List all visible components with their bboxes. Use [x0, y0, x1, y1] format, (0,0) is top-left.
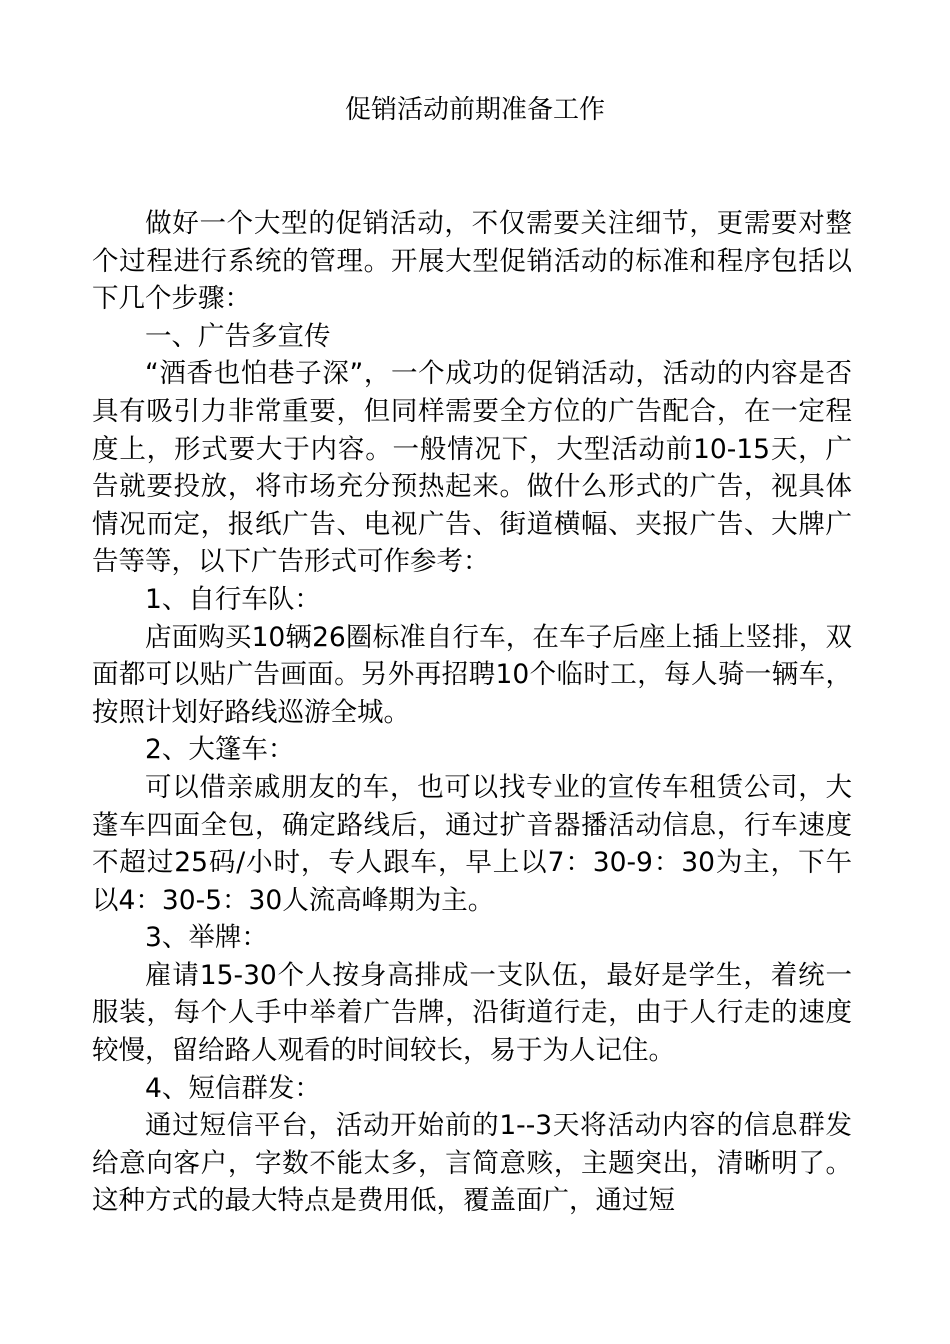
- item-heading-sign-holding: 3、举牌：: [145, 922, 268, 954]
- document-body: [92, 205, 852, 1220]
- caravan-paragraph: 可以借亲戚朋友的车，也可以找专业的宣传车租赁公司，大蓬车四面全包，确定路线后，通过扩音器播活动信息，行车速度不超过25码/小时，专人跟车，早上以7：30-9：30为主，下午以4：30-5：30人流高峰期为主。: [92, 771, 852, 916]
- intro-paragraph: 做好一个大型的促销活动，不仅需要关注细节，更需要对整个过程进行系统的管理。开展大型促销活动的标准和程序包括以下几个步骤：: [92, 208, 852, 315]
- advertising-paragraph: “酒香也怕巷子深”，一个成功的促销活动，活动的内容是否具有吸引力非常重要，但同样需要全方位的广告配合，在一定程度上，形式要大于内容。一般情况下，大型活动前10-15天，广告就要投放，将市场充分预热起来。做什么形式的广告，视具体情况而定，报纸广告、电视广告、街道横幅、夹报广告、大牌广告等等，以下广告形式可作参考：: [92, 358, 852, 578]
- item-heading-sms: 4、短信群发：: [145, 1072, 321, 1104]
- sign-holding-paragraph: 雇请15-30个人按身高排成一支队伍，最好是学生，着统一服装，每个人手中举着广告牌，沿街道行走，由于人行走的速度较慢，留给路人观看的时间较长，易于为人记住。: [92, 959, 852, 1067]
- item-heading-caravan: 2、大篷车：: [145, 734, 295, 766]
- document-title: 促销活动前期准备工作: [344, 95, 605, 125]
- bicycle-team-paragraph: 店面购买10辆26圈标准自行车，在车子后座上插上竖排，双面都可以贴广告画面。另外再招聘10个临时工，每人骑一辆车，按照计划好路线巡游全城。: [92, 621, 852, 728]
- item-heading-bicycle-team: 1、自行车队：: [145, 583, 321, 615]
- section-heading-advertising: 一、广告多宣传: [145, 320, 331, 352]
- sms-paragraph: 通过短信平台，活动开始前的1--3天将活动内容的信息群发给意向客户，字数不能太多，言简意赅，主题突出，清晰明了。这种方式的最大特点是费用低，覆盖面广，通过短: [92, 1110, 852, 1217]
